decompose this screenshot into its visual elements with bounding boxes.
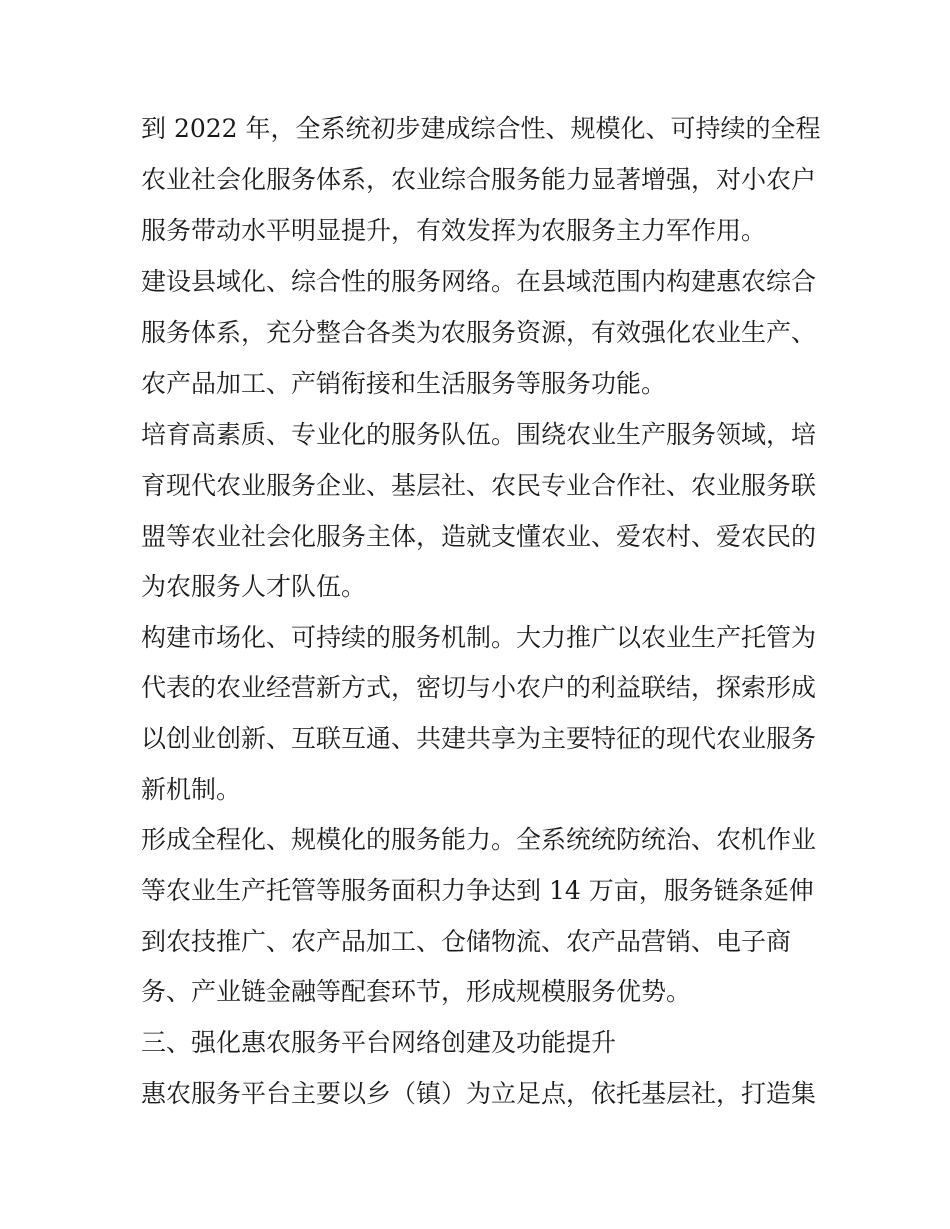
text-line: 等农业生产托管等服务面积力争达到 14 万亩，服务链条延伸 [141,876,814,905]
text-line: 建设县域化、综合性的服务网络。在县域范围内构建惠农综合 [141,267,817,296]
text-line: 以创业创新、互联互通、共建共享为主要特征的现代农业服务 [141,724,817,753]
text-line: 新机制。 [141,775,242,804]
text-line: 务、产业链金融等配套环节，形成规模服务优势。 [141,977,692,1006]
text-line: 构建市场化、可持续的服务机制。大力推广以农业生产托管为 [141,623,817,652]
text-line: 农业社会化服务体系，农业综合服务能力显著增强，对小农户 [141,165,817,194]
text-line: 盟等农业社会化服务主体，造就支懂农业、爱农村、爱农民的 [141,522,817,551]
text-line: 服务带动水平明显提升，有效发挥为农服务主力军作用。 [141,216,767,245]
text-line: 到农技推广、农产品加工、仓储物流、农产品营销、电子商 [141,927,792,956]
section-heading: 三、强化惠农服务平台网络创建及功能提升 [141,1028,617,1057]
text-line: 代表的农业经营新方式，密切与小农户的利益联结，探索形成 [141,673,817,702]
text-line: 育现代农业服务企业、基层社、农民专业合作社、农业服务联 [141,471,817,500]
text-line: 为农服务人才队伍。 [141,572,367,601]
text-line: 形成全程化、规模化的服务能力。全系统统防统治、农机作业 [141,825,817,854]
text-line: 培育高素质、专业化的服务队伍。围绕农业生产服务领域，培 [141,420,817,449]
text-line: 服务体系，充分整合各类为农服务资源，有效强化农业生产、 [141,318,817,347]
text-line: 到 2022 年，全系统初步建成综合性、规模化、可持续的全程 [141,114,821,143]
text-line: 农产品加工、产销衔接和生活服务等服务功能。 [141,369,667,398]
text-line: 惠农服务平台主要以乡（镇）为立足点，依托基层社，打造集 [141,1079,817,1108]
